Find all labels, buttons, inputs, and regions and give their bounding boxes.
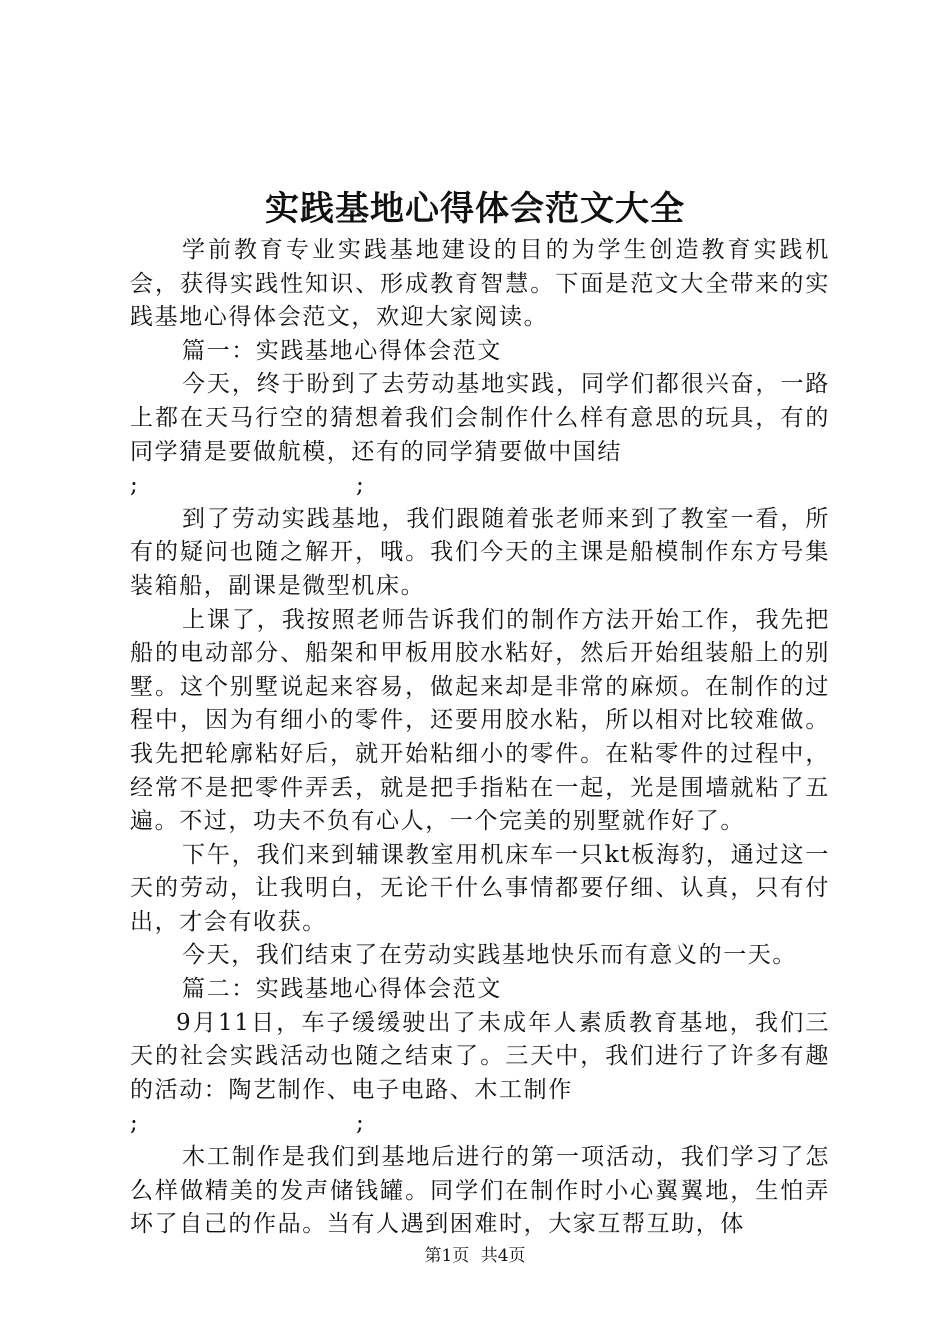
paragraph-body: 9月11日，车子缓缓驶出了未成年人素质教育基地，我们三天的社会实践活动也随之结束了。三天中，我们进行了许多有趣的活动：陶艺制作、电子电路、木工制作: [130, 1009, 830, 1103]
semicolon: ;: [356, 1110, 364, 1137]
section-heading-1: 篇一：实践基地心得体会范文: [182, 337, 502, 364]
paragraph-intro: 学前教育专业实践基地建设的目的为学生创造教育实践机会，获得实践性知识、形成教育智慧。下面是范文大全带来的实践基地心得体会范文，欢迎大家阅读。: [130, 237, 830, 331]
paragraph-body: 到了劳动实践基地，我们跟随着张老师来到了教室一看，所有的疑问也随之解开，哦。我们今天的主课是船模制作东方号集装箱船，副课是微型机床。: [130, 505, 830, 599]
paragraph-body: 今天，终于盼到了去劳动基地实践，同学们都很兴奋，一路上都在天马行空的猜想着我们会制作什么样有意思的玩具，有的同学猜是要做航模，还有的同学猜要做中国结: [130, 371, 830, 465]
semicolon-line: [130, 1107, 830, 1141]
paragraph-body: 下午，我们来到辅课教室用机床车一只kt板海豹，通过这一天的劳动，让我明白，无论干什么事情都要仔细、认真，只有付出，才会有收获。: [130, 841, 830, 935]
document-title: 实践基地心得体会范文大全: [265, 189, 685, 229]
semicolon: ;: [356, 472, 364, 499]
paragraph-body: 今天，我们结束了在劳动实践基地快乐而有意义的一天。: [182, 942, 797, 969]
semicolon-line: [130, 469, 830, 503]
semicolon: ;: [130, 1110, 138, 1137]
document-body: [130, 234, 830, 1242]
page-total: 共4页: [480, 1246, 526, 1266]
semicolon: ;: [130, 472, 138, 499]
paragraph-body: 上课了，我按照老师告诉我们的制作方法开始工作，我先把船的电动部分、船架和甲板用胶水粘好，然后开始组装船上的别墅。这个别墅说起来容易，做起来却是非常的麻烦。在制作的过程中，因为有细小的零件，还要用胶水粘，所以相对比较难做。我先把轮廓粘好后，就开始粘细小的零件。在粘零件的过程中，经常不是把零件弄丢，就是把手指粘在一起，光是围墙就粘了五遍。不过，功夫不负有心人，一个完美的别墅就作好了。: [130, 606, 830, 835]
section-heading-2: 篇二：实践基地心得体会范文: [182, 976, 502, 1003]
paragraph-body: 木工制作是我们到基地后进行的第一项活动，我们学习了怎么样做精美的发声储钱罐。同学们在制作时小心翼翼地，生怕弄坏了自己的作品。当有人遇到困难时，大家互帮互助，体: [130, 1144, 830, 1238]
page-footer: [0, 1244, 950, 1268]
page-number: 第1页: [424, 1246, 470, 1266]
